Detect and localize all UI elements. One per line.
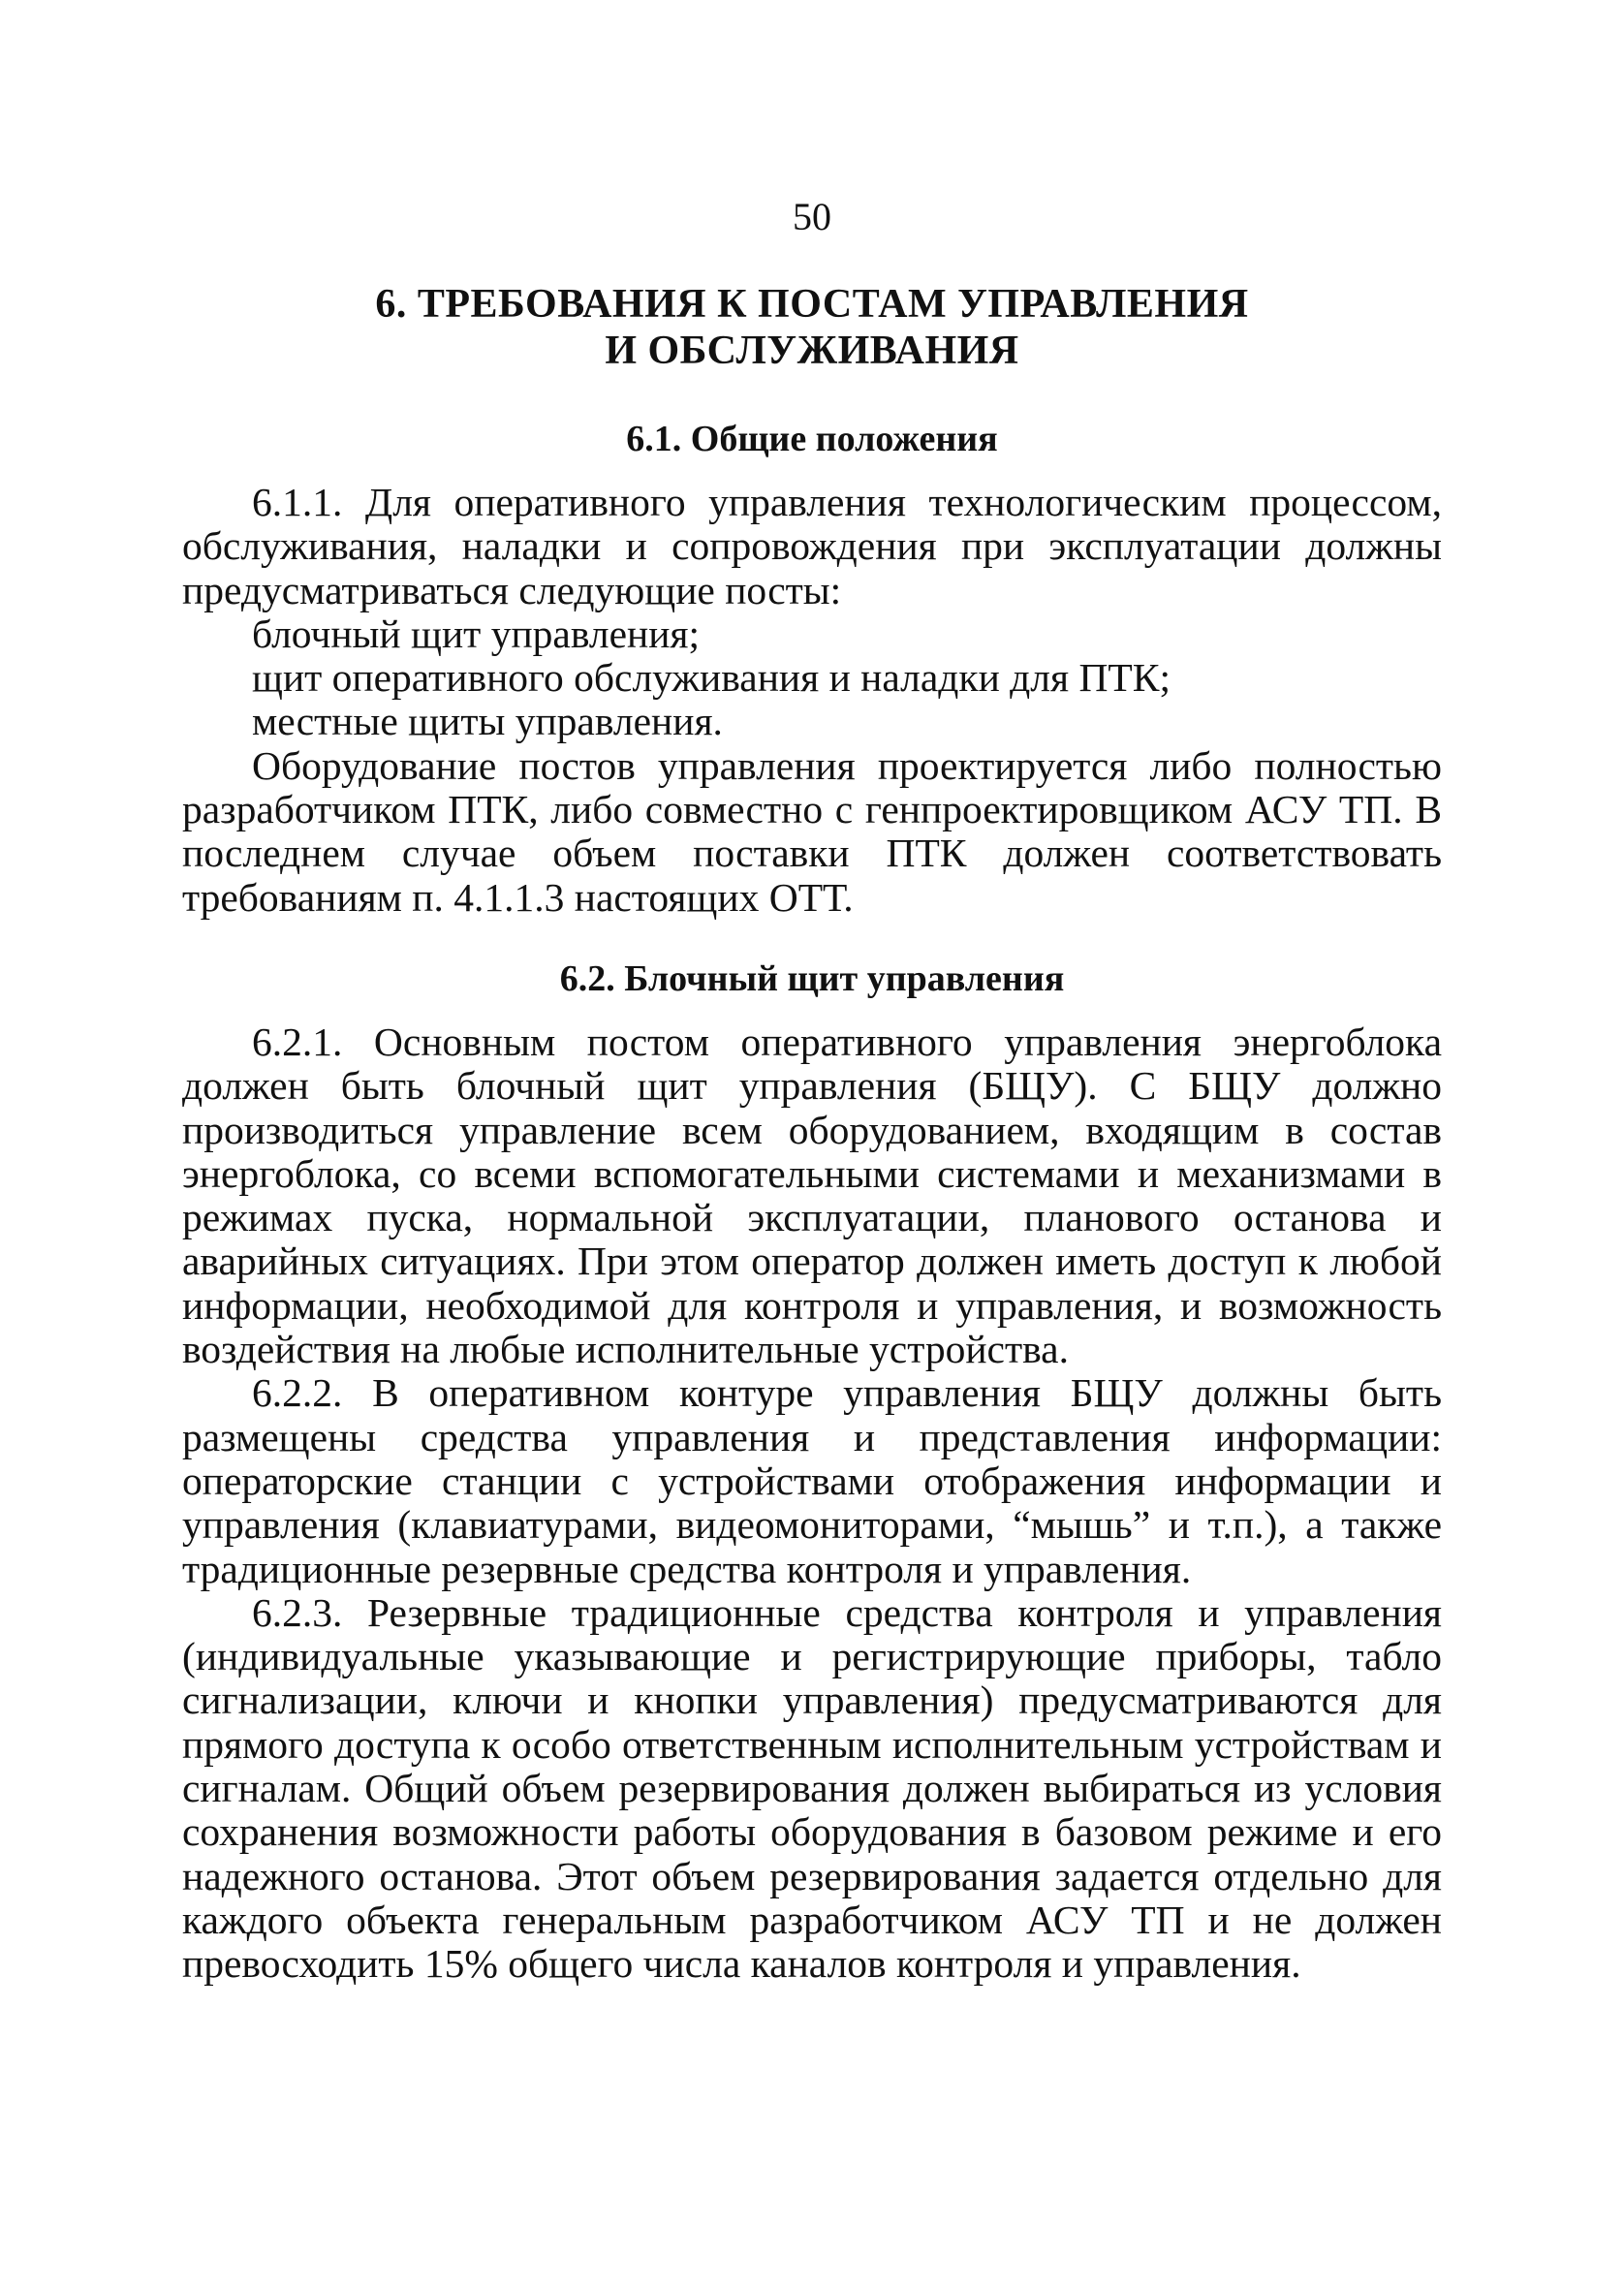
section-6-1-body xyxy=(182,481,1442,920)
page-number: 50 xyxy=(793,195,831,238)
section-title-6-2: 6.2. Блочный щит управления xyxy=(559,958,1065,999)
list-item-post-1: блочный щит управления; xyxy=(252,611,701,656)
chapter-title-line-2: И ОБСЛУЖИВАНИЯ xyxy=(605,329,1019,373)
paragraph-6-2-3: 6.2.3. Резервные традиционные средства контроля и управления (индивидуальные указывающие и регистрирующие приборы, табло сигнализации, ключи и кнопки управления) предусматриваются для прямого доступа к особо ответственным исполнительным устройствам и сигналам. Общий объем резервирования должен выбираться из условия сохранения возможности работы оборудования в базовом режиме и его надежного останова. Этот объем резервирования задается отдельно для каждого объекта генеральным разработчиком АСУ ТП и не должен превосходить 15% общего числа каналов контроля и управления. xyxy=(182,1589,1442,1987)
paragraph-6-1-1: 6.1.1. Для оперативного управления технологическим процессом, обслуживания, наладки и сопровождения при эксплуатации должны предусматриваться следующие посты: xyxy=(182,480,1442,612)
section-title-6-1: 6.1. Общие положения xyxy=(626,419,998,459)
list-item-post-3: местные щиты управления. xyxy=(252,699,723,744)
chapter-title xyxy=(0,281,1624,374)
chapter-title-line-1: 6. ТРЕБОВАНИЯ К ПОСТАМ УПРАВЛЕНИЯ xyxy=(375,282,1249,327)
paragraph-6-2-2: 6.2.2. В оперативном контуре управления БЩУ должны быть размещены средства управления и представления информации: операторские станции с устройствами отображения информации и управления (клавиатурами, видеомониторами, “мышь” и т.п.), а также традиционные резервные средства контроля и управления. xyxy=(182,1370,1442,1591)
paragraph-equipment: Оборудование постов управления проектируется либо полностью разработчиком ПТК, либо совместно с генпроектировщиком АСУ ТП. В последнем случае объем поставки ПТК должен соответствовать требованиям п. 4.1.1.3 настоящих ОТТ. xyxy=(182,742,1442,920)
section-6-2-body xyxy=(182,1020,1442,1987)
list-item-post-2: щит оперативного обслуживания и наладки для ПТК; xyxy=(252,655,1171,701)
paragraph-6-2-1: 6.2.1. Основным постом оперативного управления энергоблока должен быть блочный щит управления (БЩУ). С БЩУ должно производиться управление всем оборудованием, входящим в состав энергоблока, со всеми вспомогательными системами и механизмами в режимах пуска, нормальной эксплуатации, планового останова и аварийных ситуациях. При этом оператор должен иметь доступ к любой информации, необходимой для контроля и управления, и возможность воздействия на любые исполнительные устройства. xyxy=(182,1020,1442,1372)
